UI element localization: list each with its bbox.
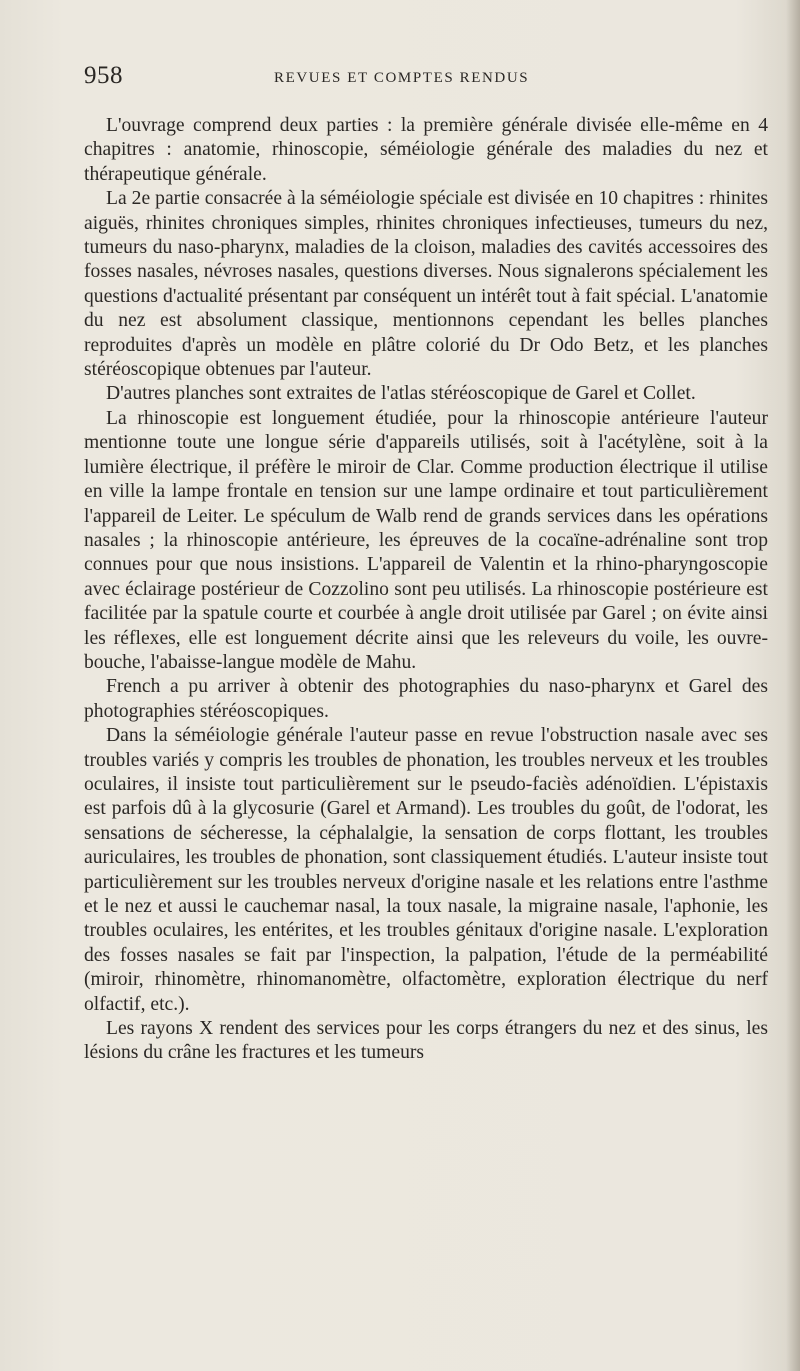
page-gutter-shadow xyxy=(786,0,800,1371)
body-text xyxy=(84,114,768,1066)
running-head xyxy=(84,62,764,92)
running-title: REVUES ET COMPTES RENDUS xyxy=(274,70,530,86)
paragraph: D'autres planches sont extraites de l'atlas stéréoscopique de Garel et Collet. xyxy=(106,383,696,405)
paragraph: Les rayons X rendent des services pour les corps étrangers du nez et des sinus, les lésions du crâne les fractures et les tumeurs xyxy=(84,1018,768,1064)
page-number: 958 xyxy=(84,62,123,89)
paragraph: La rhinoscopie est longuement étudiée, pour la rhinoscopie antérieure l'auteur mentionne toute une longue série d'appareils utilisés, soit à l'acétylène, soit à la lumière électrique, il préfère le miroir de Clar. Comme production électrique il utilise en ville la lampe frontale en tension sur une lampe ordinaire et tout particulièrement l'appareil de Leiter. Le spéculum de Walb rend de grands services dans les opérations nasales ; la rhinoscopie antérieure, les épreuves de la cocaïne-adrénaline sont trop connues pour que nous insistions. L'appareil de Valentin et la rhino-pharyngoscopie avec éclairage postérieur de Cozzolino sont peu utilisés. La rhinoscopie postérieure est facilitée par la spatule courte et courbée à angle droit utilisée par Garel ; on évite ainsi les réflexes, elle est longuement décrite ainsi que les releveurs du voile, les ouvre-bouche, l'abaisse-langue modèle de Mahu. xyxy=(84,407,768,673)
paragraph: La 2e partie consacrée à la séméiologie spéciale est divisée en 10 chapitres : rhinites aiguës, rhinites chroniques simples, rhinites chroniques infectieuses, tumeurs du nez, tumeurs du naso-pharynx, maladies de la cloison, maladies des cavités accessoires des fosses nasales, névroses nasales, questions diverses. Nous signalerons spécialement les questions d'actualité présentant par conséquent un intérêt tout à fait spécial. L'anatomie du nez est absolument classique, mentionnons cependant les belles planches reproduites d'après un modèle en plâtre colorié du Dr Odo Betz, et les planches stéréoscopique obtenues par l'auteur. xyxy=(84,188,768,381)
paragraph: L'ouvrage comprend deux parties : la première générale divisée elle-même en 4 chapitres : anatomie, rhinoscopie, séméiologie générale des maladies du nez et thérapeutique générale. xyxy=(84,115,768,185)
paragraph: Dans la séméiologie générale l'auteur passe en revue l'obstruction nasale avec ses troubles variés y compris les troubles de phonation, les troubles nerveux et les troubles oculaires, il insiste tout particulièrement sur le pseudo-faciès adénoïdien. L'épistaxis est parfois dû à la glycosurie (Garel et Armand). Les troubles du goût, de l'odorat, les sensations de sécheresse, la céphalalgie, la sensation de corps flottant, les troubles auriculaires, les troubles de phonation, sont classiquement étudiés. L'auteur insiste tout particulièrement sur les troubles nerveux d'origine nasale et les relations entre l'asthme et le nez et aussi le cauchemar nasal, la toux nasale, la migraine nasale, l'aphonie, les troubles oculaires, les entérites, et les troubles génitaux d'origine nasale. L'exploration des fosses nasales se fait par l'inspection, la palpation, l'étude de la perméabilité (miroir, rhinomètre, rhinomanomètre, olfactomètre, exploration électrique du nerf olfactif, etc.). xyxy=(84,725,768,1015)
paragraph: French a pu arriver à obtenir des photographies du naso-pharynx et Garel des photographies stéréoscopiques. xyxy=(84,676,768,722)
